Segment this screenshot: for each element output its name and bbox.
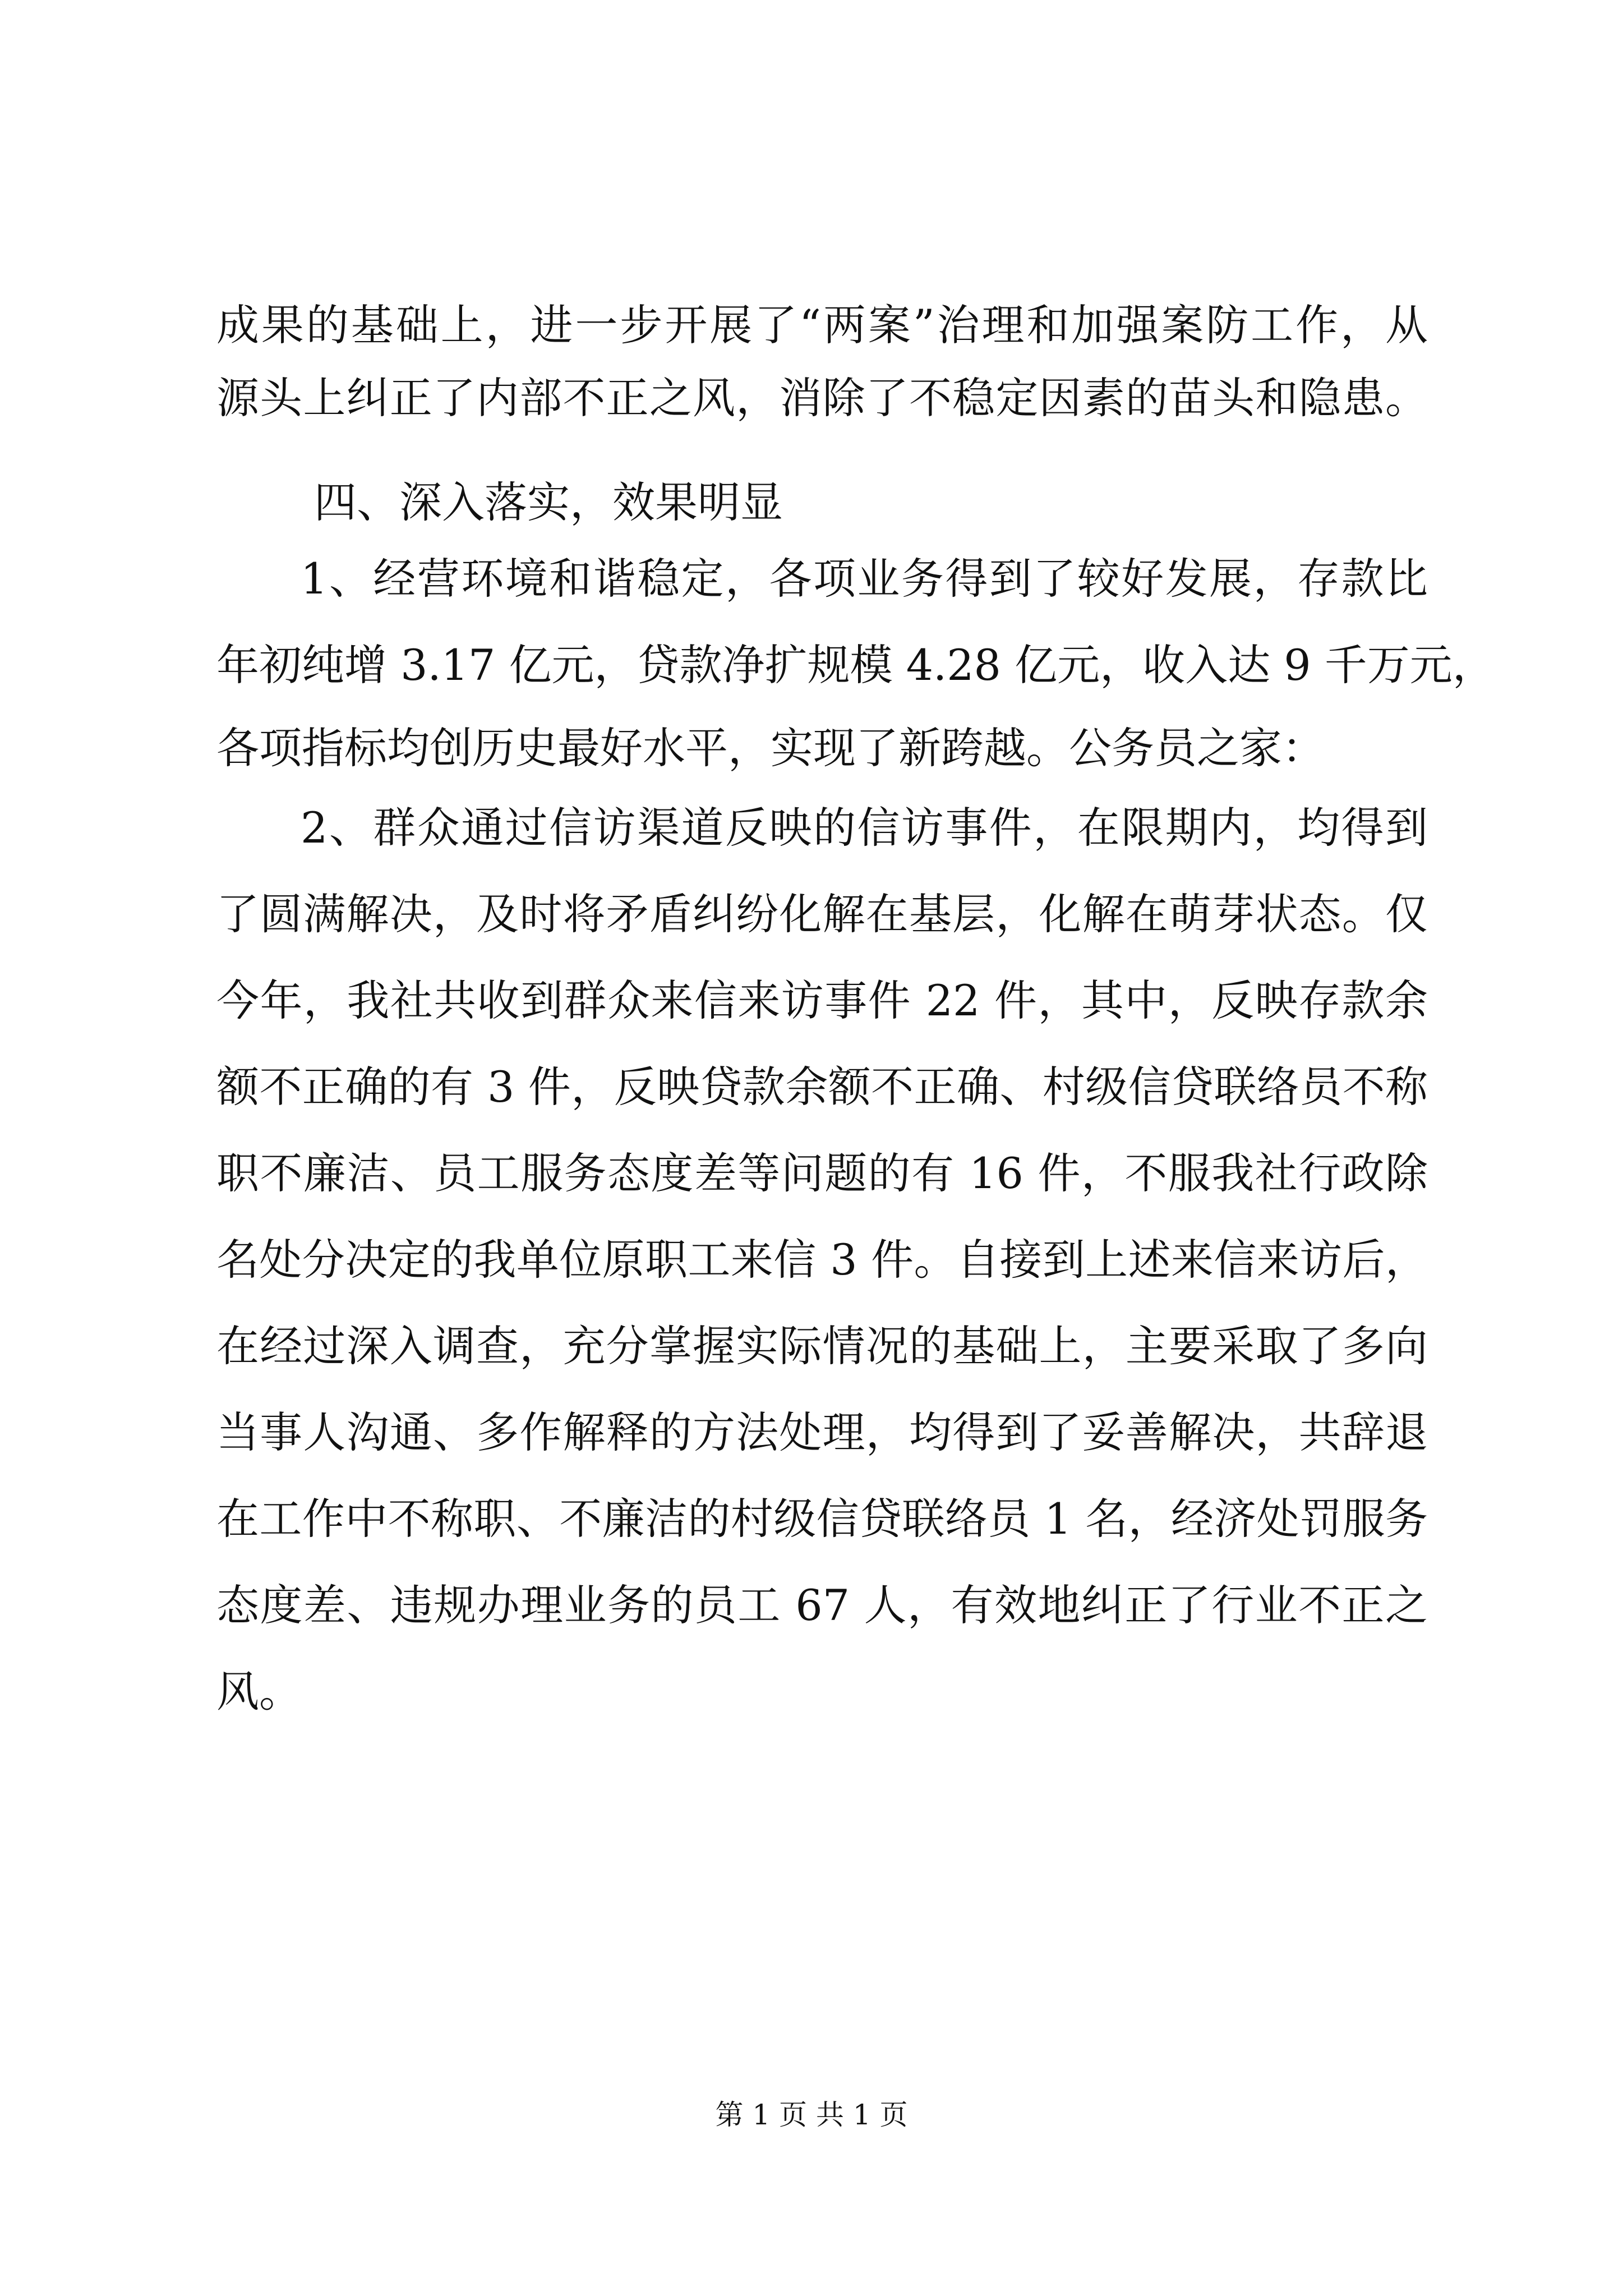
paragraph-line: 今年，我社共收到群众来信来访事件 22 件，其中，反映存款余: [216, 976, 1428, 1025]
paragraph-line: 职不廉洁、员工服务态度差等问题的有 16 件，不服我社行政除: [216, 1148, 1428, 1198]
section-heading: 四、深入落实，效果明显: [314, 477, 783, 527]
paragraph-line: 成果的基础上，进一步开展了“两案”治理和加强案防工作，从: [216, 300, 1428, 350]
paragraph-line: 2、群众通过信访渠道反映的信访事件，在限期内，均得到: [301, 803, 1428, 853]
paragraph-line: 各项指标均创历史最好水平，实现了新跨越。公务员之家：: [216, 723, 1325, 773]
paragraph-line: 源头上纠正了内部不正之风，消除了不稳定因素的苗头和隐患。: [216, 373, 1428, 423]
paragraph-line: 当事人沟通、多作解释的方法处理，均得到了妥善解决，共辞退: [216, 1407, 1428, 1457]
paragraph-line: 风。: [216, 1667, 302, 1717]
paragraph-line: 在工作中不称职、不廉洁的村级信贷联络员 1 名，经济处罚服务: [216, 1494, 1428, 1544]
page-footer: 第 1 页 共 1 页: [715, 2099, 908, 2131]
paragraph-line: 在经过深入调查，充分掌握实际情况的基础上，主要采取了多向: [216, 1321, 1428, 1371]
paragraph-line: 额不正确的有 3 件，反映贷款余额不正确、村级信贷联络员不称: [216, 1062, 1428, 1112]
paragraph-line: 年初纯增 3.17 亿元，贷款净扩规模 4.28 亿元，收入达 9 千万元，: [216, 640, 1495, 690]
paragraph-line: 了圆满解决，及时将矛盾纠纷化解在基层，化解在萌芽状态。仅: [216, 889, 1428, 939]
paragraph-line: 名处分决定的我单位原职工来信 3 件。自接到上述来信来访后，: [216, 1235, 1428, 1285]
paragraph-line: 态度差、违规办理业务的员工 67 人，有效地纠正了行业不正之: [216, 1580, 1428, 1630]
paragraph-line: 1、经营环境和谐稳定，各项业务得到了较好发展，存款比: [301, 554, 1428, 604]
